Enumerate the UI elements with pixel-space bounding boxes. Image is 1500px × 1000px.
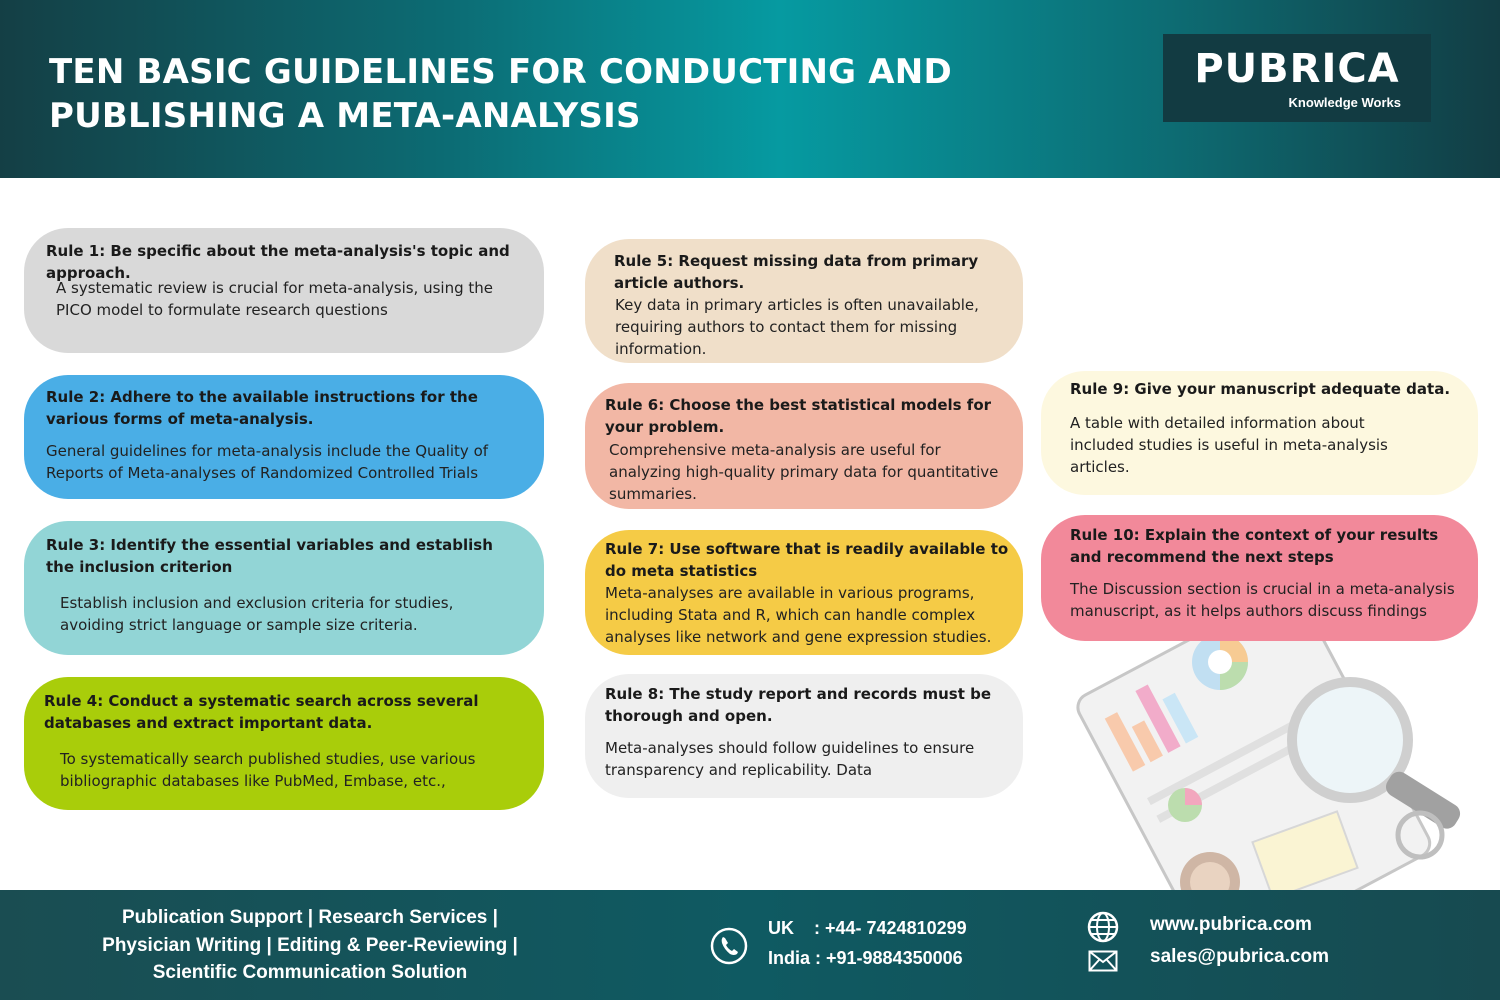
rule-title: Rule 8: The study report and records must be thorough and open. [605,685,992,725]
services-line-3: Scientific Communication Solution [152,962,468,983]
rule-description: Establish inclusion and exclusion criteria for studies, avoiding strict language or sample size criteria. [60,594,454,634]
services-line-1: Publication Support | Research Services | [122,907,498,928]
rule-description: A table with detailed information about included studies is useful in meta-analysis articles. [1070,414,1388,476]
rule-title: Rule 5: Request missing data from primary article authors. [614,252,979,292]
phone-uk[interactable]: UK : +44- 7424810299 [768,918,967,938]
rule-title: Rule 1: Be specific about the meta-analysis's topic and approach. [46,242,510,282]
title-line-2: PUBLISHING A META-ANALYSIS [49,96,641,136]
rule-title: Rule 9: Give your manuscript adequate data. [1070,380,1451,398]
services-list [70,904,550,987]
rule-title: Rule 2: Adhere to the available instructions for the various forms of meta-analysis. [46,388,478,428]
rule-card-5 [585,239,1023,363]
rule-card-3 [24,521,544,655]
title-line-1: TEN BASIC GUIDELINES FOR CONDUCTING AND [49,52,952,92]
rule-card-8 [585,674,1023,798]
rule-description: To systematically search published studies, use various bibliographic databases like PubMed, Embase, etc., [60,750,476,790]
globe-icon [1087,911,1119,943]
mail-icon [1088,950,1118,972]
rule-card-7 [585,530,1023,655]
rule-card-10 [1041,515,1478,641]
rule-card-6 [585,383,1023,509]
rule-card-2 [24,375,544,499]
email-link[interactable]: sales@pubrica.com [1150,946,1330,967]
rule-description: Key data in primary articles is often unavailable, requiring authors to contact them for missing information. [615,296,979,358]
footer-bar [0,890,1500,1000]
phone-icon [710,927,748,965]
logo-name: PUBRICA [1194,46,1400,92]
rule-description: Meta-analyses are available in various programs, including Stata and R, which can handle complex analyses like network and gene expression studies. [605,584,992,646]
rule-card-9 [1041,371,1478,495]
services-line-2: Physician Writing | Editing & Peer-Reviewing | [102,934,518,956]
rule-description: A systematic review is crucial for meta-analysis, using the PICO model to formulate research questions [56,279,493,319]
rule-card-1 [24,228,544,353]
rule-description: General guidelines for meta-analysis include the Quality of Reports of Meta-analyses of Randomized Controlled Trials [46,442,489,482]
rule-description: Comprehensive meta-analysis are useful for analyzing high-quality primary data for quantitative summaries. [609,441,999,503]
header-banner [0,0,1500,178]
rule-card-4 [24,677,544,810]
website-link[interactable]: www.pubrica.com [1150,914,1312,935]
rule-title: Rule 4: Conduct a systematic search across several databases and extract important data. [44,692,479,732]
phone-india[interactable]: India : +91-9884350006 [768,948,963,968]
pubrica-logo [1163,34,1431,122]
rule-title: Rule 3: Identify the essential variables and establish the inclusion criterion [46,536,493,576]
logo-tagline: Knowledge Works [1288,95,1401,110]
analytics-illustration [1060,620,1500,890]
rule-description: The Discussion section is crucial in a meta-analysis manuscript, as it helps authors discuss findings [1070,580,1455,620]
rule-title: Rule 7: Use software that is readily available to do meta statistics [605,540,1009,580]
page-title [49,50,1009,138]
rule-title: Rule 10: Explain the context of your results and recommend the next steps [1070,526,1439,566]
rule-title: Rule 6: Choose the best statistical models for your problem. [605,396,992,436]
rule-description: Meta-analyses should follow guidelines to ensure transparency and replicability. Data [605,739,975,779]
